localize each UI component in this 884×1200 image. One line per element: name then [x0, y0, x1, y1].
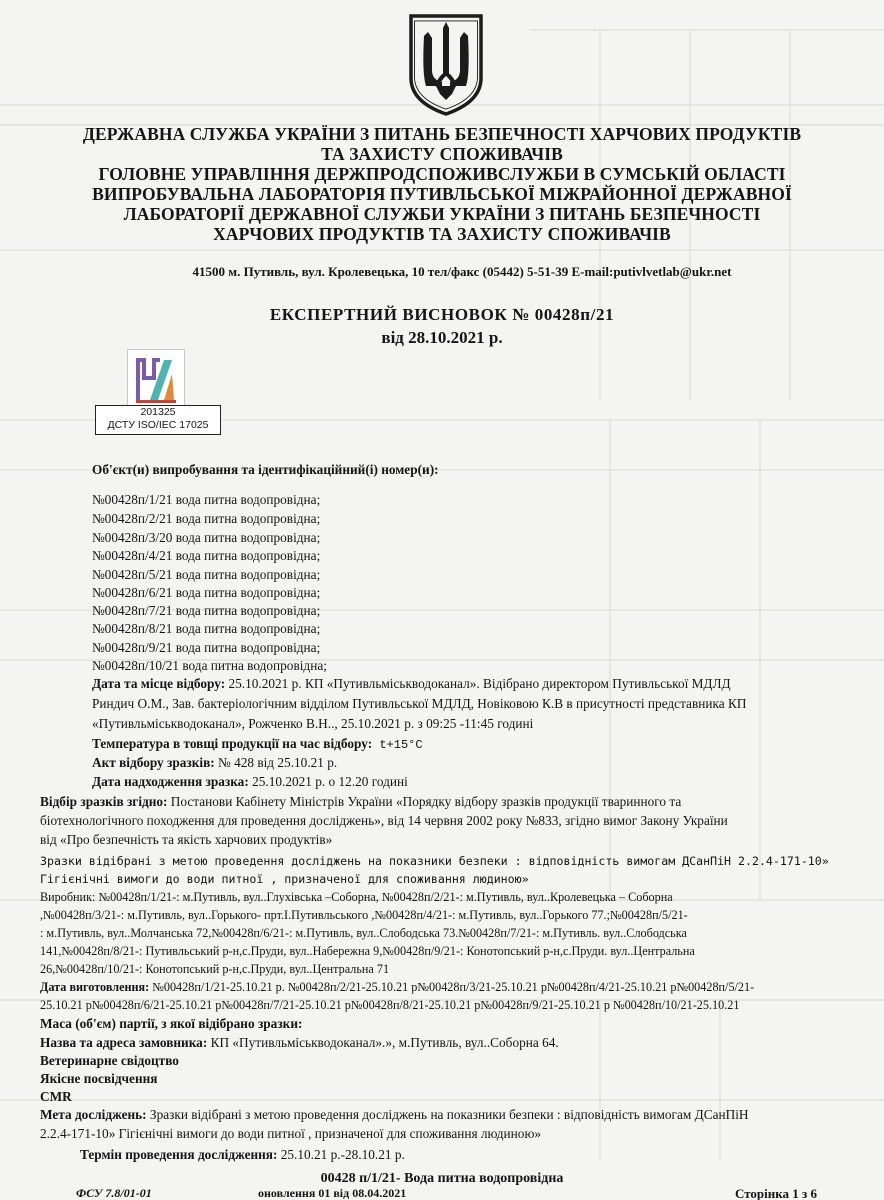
- act-value: № 428 від 25.10.21 р.: [214, 755, 338, 770]
- arrival-label: Дата надходження зразка:: [92, 774, 249, 789]
- object-item: №00428п/3/20 вода питна водопровідна;: [92, 530, 321, 545]
- manufacture-line: 25.10.21 р№00428п/6/21-25.10.21 р№00428п/7/21-25.10.21 р№00428п/8/21-25.10.21 р№00428п/9/21-25.10.21 р №00428п/10/21-25.10.21: [40, 998, 740, 1012]
- accreditation-number: 201325: [140, 406, 176, 418]
- header-line: ТА ЗАХИСТУ СПОЖИВАЧІВ: [321, 144, 563, 164]
- manufacture-label: Дата виготовлення:: [40, 980, 150, 994]
- object-item: №00428п/2/21 вода питна водопровідна;: [92, 511, 321, 526]
- section-title: 00428 п/1/21- Вода питна водопровідна: [320, 1171, 564, 1186]
- producer: [40, 888, 673, 906]
- sampling-date-place-line: Риндич О.М., Зав. бактеріологічним відділом Путивльської МДЛД, Новіковою К.В в присутності представника КП: [92, 696, 747, 711]
- conclusion-title: ЕКСПЕРТНИЙ ВИСНОВОК № 00428п/21: [269, 305, 615, 324]
- coat-of-arms-icon: [406, 14, 486, 116]
- object-item: №00428п/10/21 вода питна водопровідна;: [92, 658, 327, 673]
- document-veterinary: Ветеринарне свідоцтво: [40, 1053, 179, 1068]
- customer: [40, 1034, 559, 1052]
- footer-form: ФСУ 7.8/01-01: [76, 1186, 152, 1200]
- header-line: ЛАБОРАТОРІЇ ДЕРЖАВНОЇ СЛУЖБИ УКРАЇНИ З ПИТАНЬ БЕЗПЕЧНОСТІ: [123, 204, 761, 224]
- conclusion-date: від 28.10.2021 р.: [381, 328, 503, 347]
- object-item: №00428п/6/21 вода питна водопровідна;: [92, 585, 321, 600]
- research-goal-line: Зразки відібрані з метою проведення досліджень на показники безпеки : відповідність вимогам ДСанПіН: [146, 1107, 749, 1122]
- sampling-temperature: [92, 735, 423, 754]
- temperature-label: Температура в товщі продукції на час відбору:: [92, 736, 373, 751]
- basis-line: Постанови Кабінету Міністрів України «Порядку відбору зразків продукції тваринного та: [167, 794, 682, 809]
- accreditation-label: [95, 405, 221, 435]
- footer-update: оновлення 01 від 08.04.2021: [258, 1186, 407, 1200]
- sampling-basis: [40, 793, 681, 811]
- term-value: 25.10.21 р.-28.10.21 р.: [277, 1147, 405, 1162]
- batch-label: Маса (об'єм) партії, з якої відібрано зразки:: [40, 1016, 303, 1031]
- producer-line: 141,№00428п/8/21-: Путивльський р-н,с.Пруди, вул..Набережна 9,№00428п/9/21-: Конотопський р-н,с.Пруди. вул..Центральна: [40, 944, 695, 958]
- sampling-date-place-label: Дата та місце відбору:: [92, 676, 226, 691]
- object-item: №00428п/5/21 вода питна водопровідна;: [92, 567, 321, 582]
- header-line: ХАРЧОВИХ ПРОДУКТІВ ТА ЗАХИСТУ СПОЖИВАЧІВ: [213, 224, 671, 244]
- objects-heading: Об'єкт(и) випробування та ідентифікаційний(і) номер(и):: [92, 462, 439, 477]
- document-quality: Якісне посвідчення: [40, 1071, 158, 1086]
- act-label: Акт відбору зразків:: [92, 755, 215, 770]
- producer-line: №00428п/1/21-: м.Путивль, вул..Глухівська –Соборна, №00428п/2/21-: м.Путивль, вул..Кролевецька – Соборна: [95, 890, 673, 904]
- sampling-date-place-line: «Путивльміськводоканал», Рожченко В.Н.., 25.10.2021 р. з 09:25 -11:45 годині: [92, 716, 534, 731]
- header-line: ГОЛОВНЕ УПРАВЛІННЯ ДЕРЖПРОДСПОЖИВСЛУЖБИ В СУМСЬКІЙ ОБЛАСТІ: [98, 164, 786, 184]
- producer-line: : м.Путивль, вул..Молчанська 72,№00428п/6/21-: м.Путивль, вул..Слободська 73.№00428п/7/21-: м.Путивль. вул..Слободська: [40, 926, 687, 940]
- object-item: №00428п/7/21 вода питна водопровідна;: [92, 603, 321, 618]
- accreditation-logo-icon: [128, 350, 184, 406]
- producer-line: ,№00428п/3/21-: м.Путивль, вул..Горького- прт.І.Путивльського ,№00428п/4/21-: м.Путивль, вул..Горького 77.;№00428п/5/21-: [40, 908, 688, 922]
- accreditation-standard: ДСТУ ISO/IEC 17025: [107, 419, 209, 431]
- sampling-date-place: [92, 675, 731, 693]
- manufacture-date: [40, 978, 754, 996]
- object-item: №00428п/1/21 вода питна водопровідна;: [92, 492, 321, 507]
- header-line: ВИПРОБУВАЛЬНА ЛАБОРАТОРІЯ ПУТИВЛЬСЬКОЇ МІЖРАЙОННОЇ ДЕРЖАВНОЇ: [92, 184, 792, 204]
- purpose-note-line: Зразки відібрані з метою проведення досліджень на показники безпеки : відповідність вимогам ДСанПіН 2.2.4-171-10»: [40, 854, 829, 868]
- producer-line: 26,№00428п/10/21-: Конотопський р-н,с.Пруди, вул..Центральна 71: [40, 962, 390, 976]
- research-goal: [40, 1106, 749, 1124]
- manufacture-line: №00428п/1/21-25.10.21 р. №00428п/2/21-25.10.21 р№00428п/3/21-25.10.21 р№00428п/4/21-25.10.21 р№00428п/5/21-: [152, 980, 755, 994]
- customer-label: Назва та адреса замовника:: [40, 1035, 208, 1050]
- research-goal-line: 2.2.4-171-10» Гігієнічні вимоги до води питної , призначеної для споживання людиною»: [40, 1126, 542, 1141]
- accreditation-logo: [127, 349, 185, 407]
- sampling-act: [92, 754, 337, 772]
- term-label: Термін проведення дослідження:: [80, 1147, 278, 1162]
- basis-line: біотехнологічного походження для проведення досліджень», від 14 червня 2002 року №833, згідно вимог Закону України: [40, 813, 728, 828]
- object-item: №00428п/9/21 вода питна водопровідна;: [92, 640, 321, 655]
- header-line: ДЕРЖАВНА СЛУЖБА УКРАЇНИ З ПИТАНЬ БЕЗПЕЧНОСТІ ХАРЧОВИХ ПРОДУКТІВ: [82, 124, 802, 144]
- document-cmr: CMR: [40, 1089, 72, 1104]
- customer-value: КП «Путивльміськводоканал».», м.Путивль, вул..Соборна 64.: [207, 1035, 559, 1050]
- footer-page-number: Сторінка 1 з 6: [735, 1186, 818, 1200]
- research-goal-label: Мета досліджень:: [40, 1107, 147, 1122]
- arrival-value: 25.10.2021 р. о 12.20 годині: [248, 774, 408, 789]
- lab-address: 41500 м. Путивль, вул. Кролевецька, 10 тел/факс (05442) 5-51-39 E-mail:putivlvetlab@ukr.net: [192, 264, 732, 279]
- basis-line: від «Про безпечність та якість харчових продуктів»: [40, 832, 333, 847]
- sampling-arrival: [92, 773, 408, 791]
- producer-label: Виробник:: [40, 890, 96, 904]
- research-term: [80, 1146, 405, 1164]
- object-item: №00428п/8/21 вода питна водопровідна;: [92, 621, 321, 636]
- sampling-date-place-value: 25.10.2021 р. КП «Путивльміськводоканал». Відібрано директором Путивльської МДЛД: [225, 676, 731, 691]
- temperature-value: t+15°C: [372, 738, 423, 752]
- basis-label: Відбір зразків згідно:: [40, 794, 168, 809]
- object-item: №00428п/4/21 вода питна водопровідна;: [92, 548, 321, 563]
- purpose-note-line: Гігієнічні вимоги до води питної , призначеної для споживання людиною»: [40, 872, 529, 886]
